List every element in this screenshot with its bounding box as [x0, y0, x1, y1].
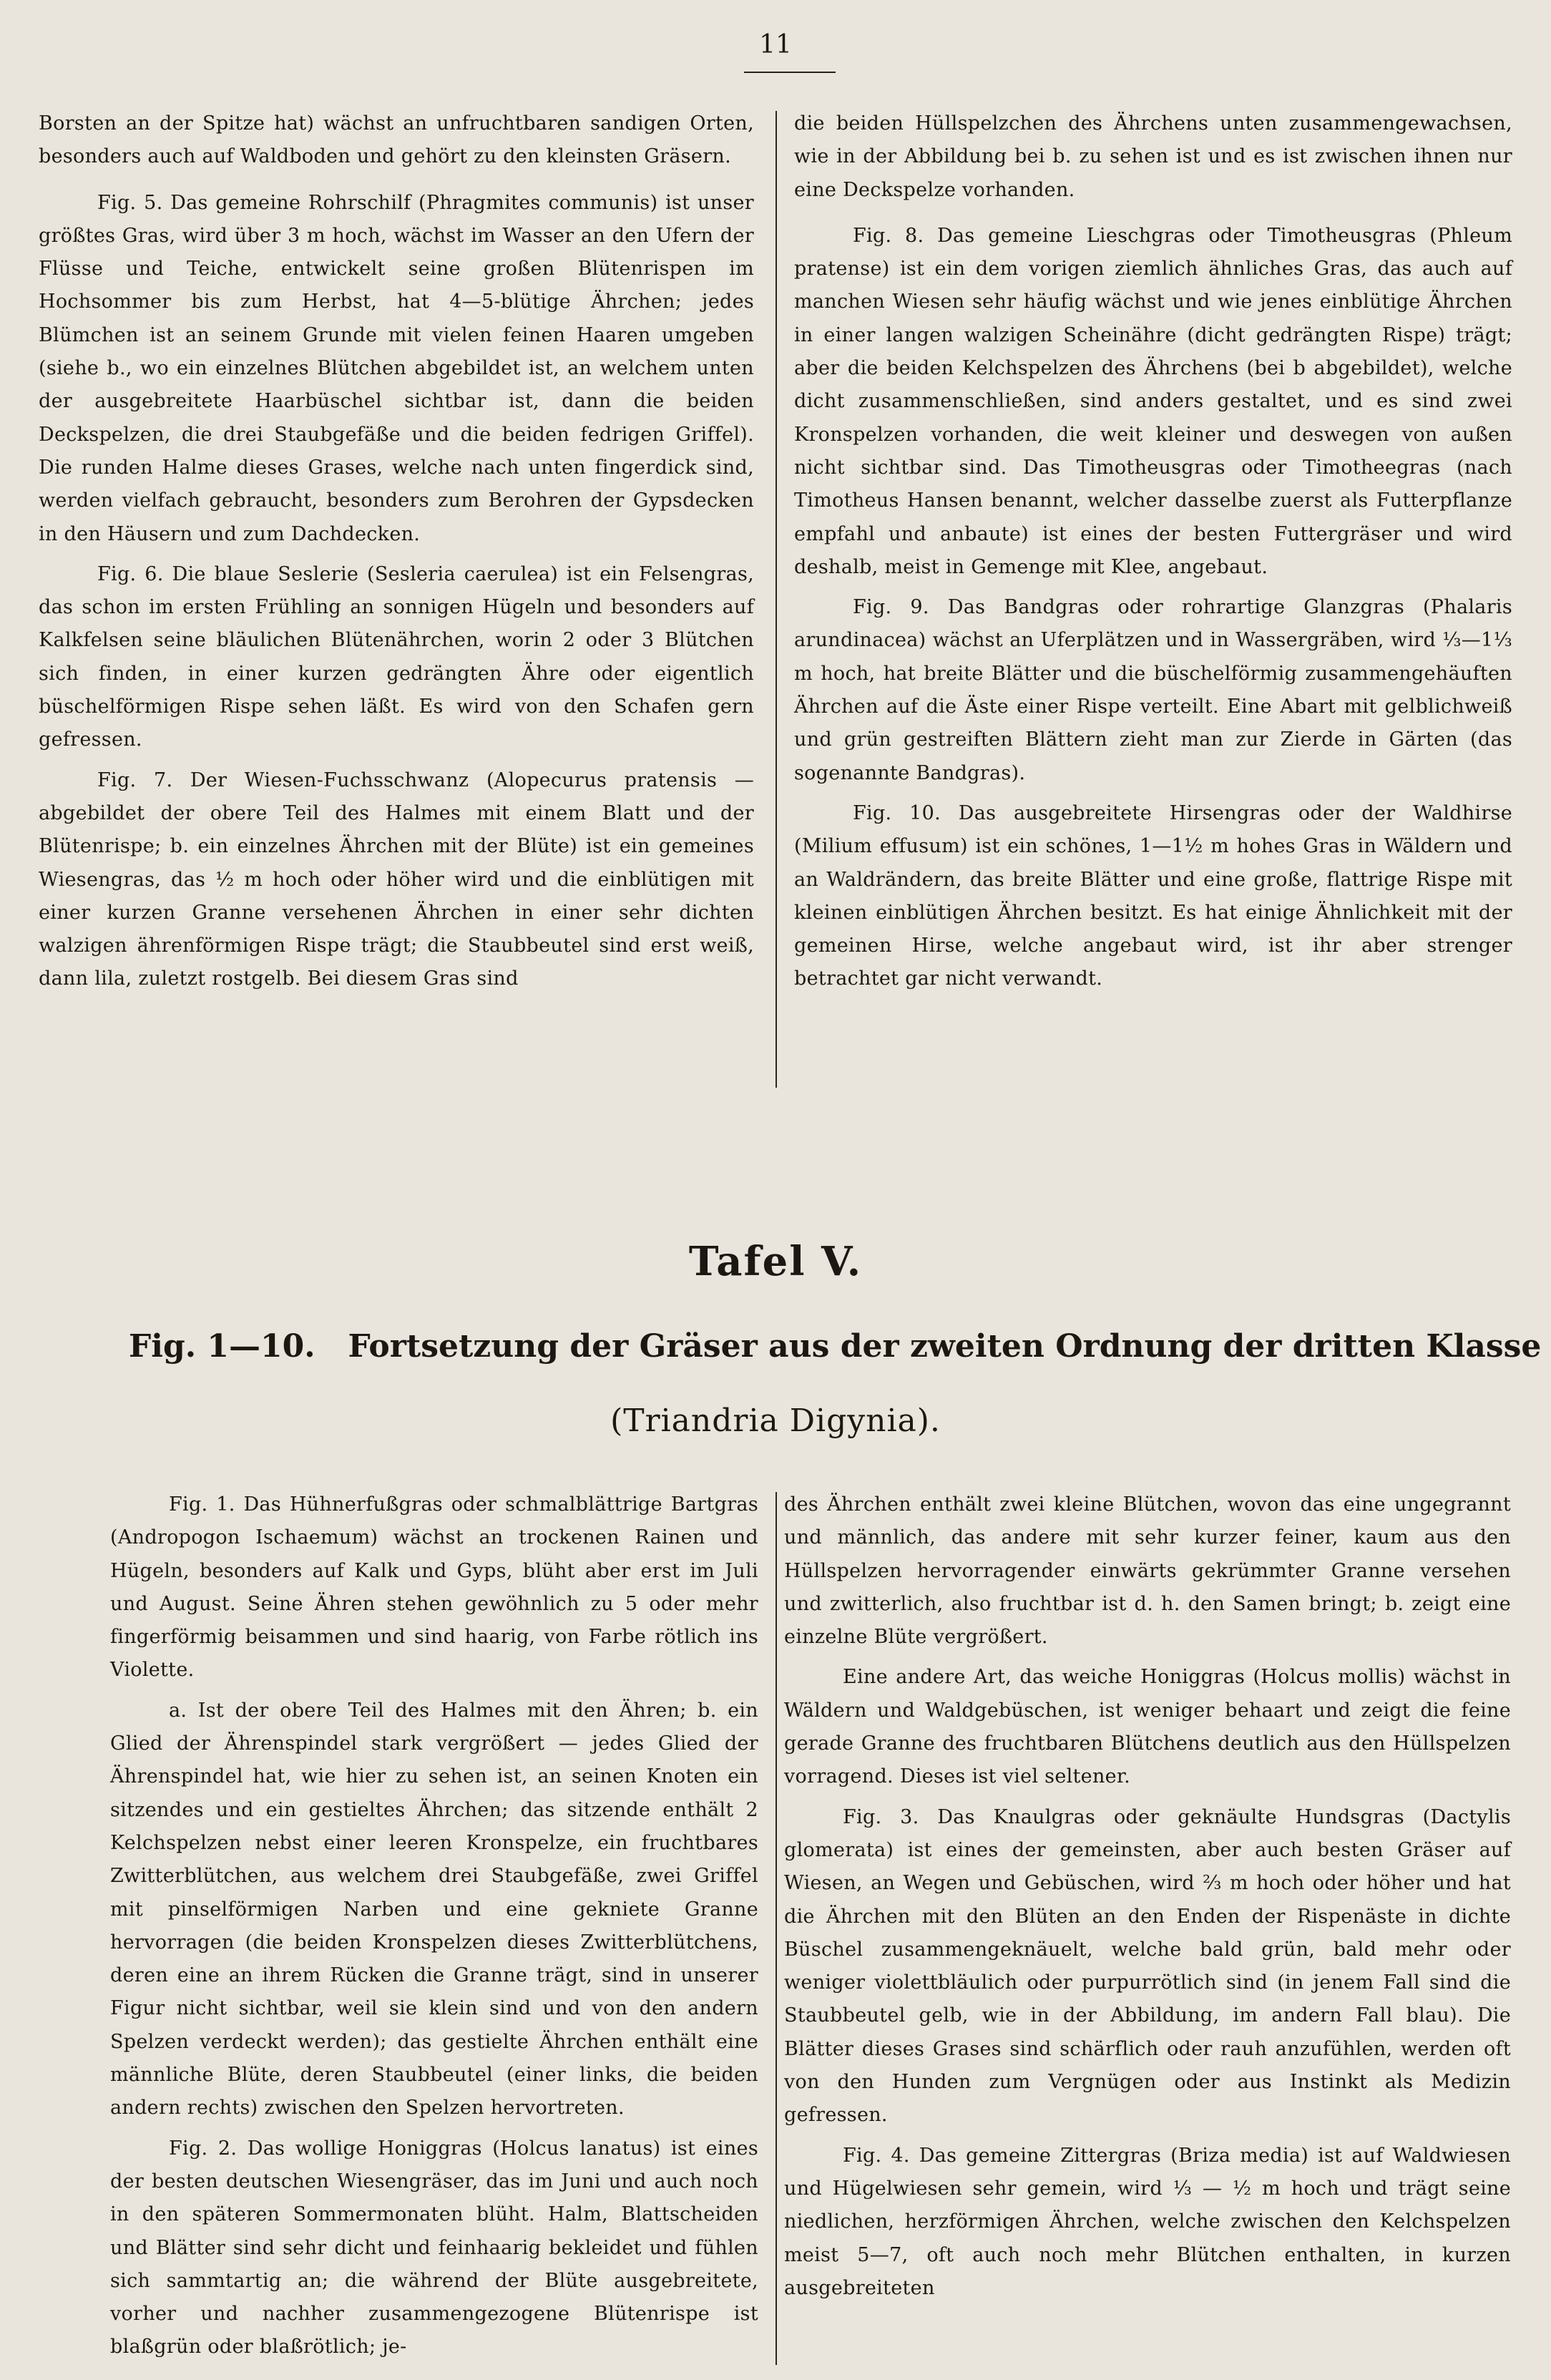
column-divider-bottom	[776, 1492, 777, 2365]
section-heading	[129, 1328, 1542, 1365]
page-number-rule	[744, 72, 836, 73]
top-right-column	[794, 107, 1512, 996]
paragraph-fig-5: Fig. 5. Das gemeine Rohrschilf (Phragmites communis) ist unser größtes Gras, wird über 3 m hoch, wächst im Wasser an den Ufern der Flüsse und Teiche, entwickelt seine großen Blütenrispen im Hochsommer bis zum Herbst, hat 4—5-blütige Ährchen; jedes Blümchen ist an seinem Grunde mit vielen feinen Haaren umgeben (siehe b., wo ein einzelnes Blütchen abgebildet ist, an welchem unten der ausgebreitete Haarbüschel sichtbar ist, dann die beiden Deckspelzen, die drei Staubgefäße und die beiden fedrigen Griffel). Die runden Halme dieses Grases, welche nach unten fingerdick sind, werden vielfach gebraucht, besonders zum Berohren der Gypsdecken in den Häusern und zum Dachdecken.	[39, 191, 754, 545]
section-heading-text: Fortsetzung der Gräser aus der zweiten Ordnung der dritten Klasse	[348, 1328, 1542, 1365]
plate-title: Tafel V.	[688, 1238, 863, 1285]
paragraph-holcus-mollis: Eine andere Art, das weiche Honiggras (Holcus mollis) wächst in Wäldern und Waldgebüschen, ist weniger behaart und zeigt die feine gerade Granne des fruchtbaren Blütchens deutlich aus den Hüllspelzen vorragend. Dieses ist viel seltener.	[784, 1666, 1511, 1788]
paragraph-continuation-right: die beiden Hüllspelzchen des Ährchens unten zusammengewachsen, wie in der Abbildung bei b. zu sehen ist und es ist zwischen ihnen nur eine Deckspelze vorhanden.	[794, 112, 1512, 201]
paragraph-fig-4: Fig. 4. Das gemeine Zittergras (Briza media) ist auf Waldwiesen und Hügelwiesen sehr gemein, wird ⅓ — ½ m hoch und trägt seine niedlichen, herzförmigen Ährchen, welche zwischen den Kelchspelzen meist 5—7, oft auch noch mehr Blütchen enthalten, in kurzen ausgebreiteten	[784, 2144, 1511, 2299]
paragraph-fig-6: Fig. 6. Die blaue Seslerie (Sesleria caerulea) ist ein Felsengras, das schon im ersten Frühling an sonnigen Hügeln und besonders auf Kalkfelsen seine bläulichen Blütenährchen, worin 2 oder 3 Blütchen sich finden, in einer kurzen gedrängten Ähre oder eigentlich büschelförmigen Rispe sehen läßt. Es wird von den Schafen gern gefressen.	[39, 562, 754, 751]
page-number: 11	[759, 30, 792, 59]
section-subtitle: (Triandria Digynia).	[610, 1403, 941, 1439]
paragraph-fig-9: Fig. 9. Das Bandgras oder rohrartige Glanzgras (Phalaris arundinacea) wächst an Uferplätzen und in Wassergräben, wird ⅓—1⅓ m hoch, hat breite Blätter und die büschelförmig zusammengehäuften Ährchen auf die Äste einer Rispe verteilt. Eine Abart mit gelblichweiß und grün gestreiften Blättern zieht man zur Zierde in Gärten (das sogenannte Bandgras).	[794, 596, 1512, 784]
section-heading-figure-range: Fig. 1—10.	[129, 1328, 315, 1365]
column-divider-top	[776, 111, 777, 1088]
paragraph-continuation: Borsten an der Spitze hat) wächst an unfruchtbaren sandigen Orten, besonders auch auf Waldboden und gehört zu den kleinsten Gräsern.	[39, 112, 754, 168]
paragraph-fig-8: Fig. 8. Das gemeine Lieschgras oder Timotheusgras (Phleum pratense) ist ein dem vorigen ziemlich ähnliches Gras, das auch auf manchen Wiesen sehr häufig wächst und wie jenes einblütige Ährchen in einer langen walzigen Scheinähre (dicht gedrängten Rispe) trägt; aber die beiden Kelchspelzen des Ährchens (bei b abgebildet), welche dicht zusammenschließen, sind anders gestaltet, und es sind zwei Kronspelzen vorhanden, die weit kleiner und deswegen von außen nicht sichtbar sind. Das Timotheusgras oder Timotheegras (nach Timotheus Hansen benannt, welcher dasselbe zuerst als Futterpflanze empfahl und anbaute) ist eines der besten Futtergräser und wird deshalb, meist in Gemenge mit Klee, angebaut.	[794, 224, 1512, 578]
paragraph-fig-7: Fig. 7. Der Wiesen-Fuchsschwanz (Alopecurus pratensis — abgebildet der obere Teil des Halmes mit einem Blatt und der Blütenrispe; b. ein einzelnes Ährchen mit der Blüte) ist ein gemeines Wiesengras, das ½ m hoch oder höher wird und die einblütigen mit einer kurzen Granne versehenen Ährchen in einer sehr dichten walzigen ährenförmigen Rispe trägt; die Staubbeutel sind erst weiß, dann lila, zuletzt rostgelb. Bei diesem Gras sind	[39, 769, 754, 990]
top-left-column	[39, 107, 754, 996]
bottom-right-column	[784, 1488, 1511, 2305]
paragraph-fig-2: Fig. 2. Das wollige Honiggras (Holcus lanatus) ist eines der besten deutschen Wiesengräser, das im Juni und auch noch in den späteren Sommermonaten blüht. Halm, Blattscheiden und Blätter sind sehr dicht und feinhaarig bekleidet und fühlen sich sammtartig an; die während der Blüte ausgebreitete, vorher und nachher zusammengezogene Blütenrispe ist blaßgrün oder blaßrötlich; je-	[110, 2137, 758, 2359]
paragraph-fig-1: Fig. 1. Das Hühnerfußgras oder schmalblättrige Bartgras (Andropogon Ischaemum) wächst an trockenen Rainen und Hügeln, besonders auf Kalk und Gyps, blüht aber erst im Juli und August. Seine Ähren stehen gewöhnlich zu 5 oder mehr fingerförmig beisammen und sind haarig, von Farbe rötlich ins Violette.	[110, 1493, 758, 1682]
bottom-left-column	[110, 1488, 758, 2364]
paragraph-fig-2-continuation: des Ährchen enthält zwei kleine Blütchen, wovon das eine ungegrannt und männlich, das andere mit sehr kurzer feiner, kaum aus den Hüllspelzen hervorragender einwärts gekrümmter Granne versehen und zwitterlich, also fruchtbar ist d. h. den Samen bringt; b. zeigt eine einzelne Blüte vergrößert.	[784, 1493, 1511, 1649]
paragraph-fig-10: Fig. 10. Das ausgebreitete Hirsengras oder der Waldhirse (Milium effusum) ist ein schönes, 1—1½ m hohes Gras in Wäldern und an Waldrändern, das breite Blätter und eine große, flattrige Rispe mit kleinen einblütigen Ährchen besitzt. Es hat einige Ähnlichkeit mit der gemeinen Hirse, welche angebaut wird, ist ihr aber strenger betrachtet gar nicht verwandt.	[794, 801, 1512, 990]
paragraph-fig-3: Fig. 3. Das Knaulgras oder geknäulte Hundsgras (Dactylis glomerata) ist eines der gemeinsten, aber auch besten Gräser auf Wiesen, an Wegen und Gebüschen, wird ⅔ m hoch oder höher und hat die Ährchen mit den Blüten an den Enden der Rispenäste in dichte Büschel zusammengeknäuelt, welche bald grün, bald mehr oder weniger violettbläulich oder purpurrötlich sind (in jenem Fall sind die Staubbeutel gelb, wie in der Abbildung, im andern Fall blau). Die Blätter dieses Grases sind schärflich oder rauh anzufühlen, werden oft von den Hunden zum Vergnügen oder aus Instinkt als Medizin gefressen.	[784, 1805, 1511, 2127]
paragraph-fig-1-detail: a. Ist der obere Teil des Halmes mit den Ähren; b. ein Glied der Ährenspindel stark vergrößert — jedes Glied der Ährenspindel hat, wie hier zu sehen ist, an seinen Knoten ein sitzendes und ein gestieltes Ährchen; das sitzende enthält 2 Kelchspelzen nebst einer leeren Kronspelze, ein fruchtbares Zwitterblütchen, aus welchem drei Staubgefäße, zwei Griffel mit pinselförmigen Narben und eine gekniete Granne hervorragen (die beiden Kronspelzen dieses Zwitterblütchens, deren eine an ihrem Rücken die Granne trägt, sind in unserer Figur nicht sichtbar, weil sie klein sind und von den andern Spelzen verdeckt werden); das gestielte Ährchen enthält eine männliche Blüte, deren Staubbeutel (einer links, die beiden andern rechts) zwischen den Spelzen hervortreten.	[110, 1699, 758, 2120]
